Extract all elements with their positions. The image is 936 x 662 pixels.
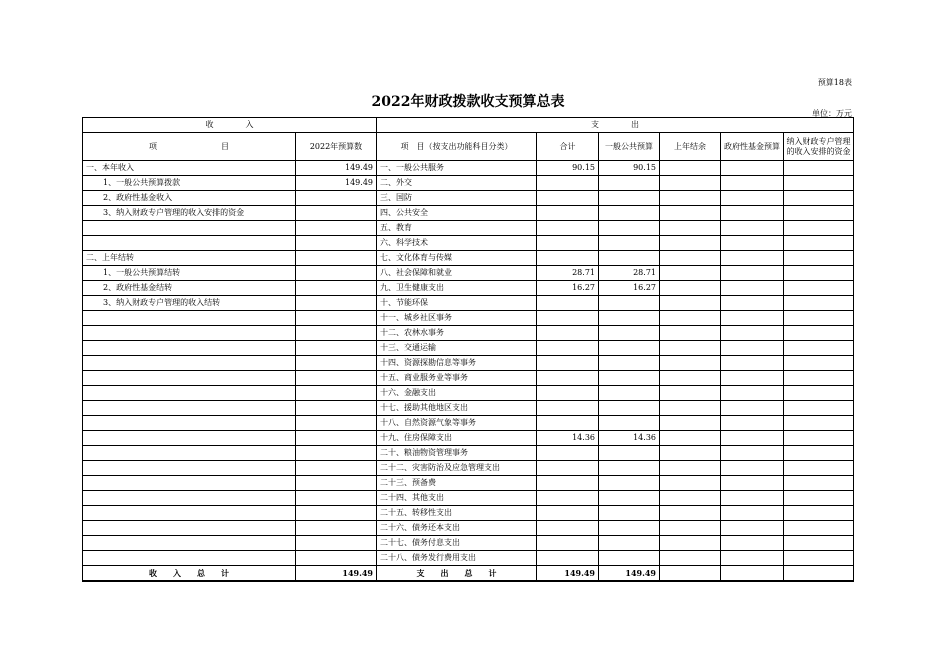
special-fund-cell <box>784 296 854 311</box>
income-item-cell <box>83 431 296 446</box>
special-fund-cell <box>784 431 854 446</box>
special-fund-cell <box>784 371 854 386</box>
expense-total-cell <box>537 506 599 521</box>
income-amount-cell <box>296 446 377 461</box>
income-item-cell <box>83 461 296 476</box>
carryover-cell <box>660 386 721 401</box>
special-fund-cell <box>784 446 854 461</box>
special-fund-cell <box>784 176 854 191</box>
expense-item-cell: 十、节能环保 <box>377 296 537 311</box>
income-amount-cell <box>296 551 377 566</box>
gov-fund-cell <box>721 386 784 401</box>
expense-item-cell: 六、科学技术 <box>377 236 537 251</box>
table-row <box>83 341 854 356</box>
special-fund-cell <box>784 506 854 521</box>
expense-general-cell <box>599 506 660 521</box>
income-budget-header: 2022年预算数 <box>296 133 377 161</box>
expense-total-cell <box>537 491 599 506</box>
expense-total-cell <box>537 311 599 326</box>
expense-general-cell <box>599 341 660 356</box>
table-row <box>83 461 854 476</box>
expense-general-total: 149.49 <box>599 566 660 582</box>
expense-general-cell <box>599 476 660 491</box>
gov-fund-cell <box>721 401 784 416</box>
expense-total-cell <box>537 326 599 341</box>
carryover-cell <box>660 161 721 176</box>
expense-total-label: 支 出 总 计 <box>377 566 537 582</box>
special-fund-cell <box>784 311 854 326</box>
table-row <box>83 416 854 431</box>
gov-fund-cell <box>721 371 784 386</box>
expense-item-header: 项 目（按支出功能科目分类） <box>377 133 537 161</box>
special-fund-cell <box>784 476 854 491</box>
income-amount-cell <box>296 521 377 536</box>
expense-general-cell: 16.27 <box>599 281 660 296</box>
expense-item-cell: 二十、粮油物资管理事务 <box>377 446 537 461</box>
unit-label: 单位：万元 <box>812 109 852 118</box>
expense-item-cell: 二十四、其他支出 <box>377 491 537 506</box>
income-total-amount: 149.49 <box>296 566 377 582</box>
carryover-cell <box>660 476 721 491</box>
gov-fund-cell <box>721 476 784 491</box>
special-fund-header: 纳入财政专户管理的收入安排的资金 <box>784 133 854 161</box>
special-fund-total <box>784 566 854 582</box>
income-amount-cell <box>296 491 377 506</box>
income-item-cell <box>83 416 296 431</box>
total-header: 合计 <box>537 133 599 161</box>
income-amount-cell <box>296 386 377 401</box>
gov-fund-cell <box>721 161 784 176</box>
expense-item-cell: 二、外交 <box>377 176 537 191</box>
carryover-cell <box>660 341 721 356</box>
expense-total-cell <box>537 461 599 476</box>
income-amount-cell <box>296 251 377 266</box>
table-row <box>83 431 854 446</box>
expense-item-cell: 九、卫生健康支出 <box>377 281 537 296</box>
table-body <box>83 161 854 566</box>
expense-item-cell: 二十七、债务付息支出 <box>377 536 537 551</box>
income-item-cell <box>83 221 296 236</box>
expense-general-cell <box>599 401 660 416</box>
expense-item-cell: 十五、商业服务业等事务 <box>377 371 537 386</box>
income-item-cell <box>83 401 296 416</box>
expense-general-cell <box>599 461 660 476</box>
gov-fund-cell <box>721 461 784 476</box>
expense-item-cell: 三、国防 <box>377 191 537 206</box>
table-row <box>83 251 854 266</box>
expense-total-cell <box>537 521 599 536</box>
table-row <box>83 266 854 281</box>
gov-fund-cell <box>721 191 784 206</box>
expense-group-header: 支 出 <box>377 118 854 133</box>
carryover-cell <box>660 416 721 431</box>
expense-total-cell: 90.15 <box>537 161 599 176</box>
gov-fund-cell <box>721 341 784 356</box>
income-amount-cell <box>296 461 377 476</box>
income-item-cell: 3、纳入财政专户管理的收入安排的资金 <box>83 206 296 221</box>
special-fund-cell <box>784 206 854 221</box>
special-fund-cell <box>784 221 854 236</box>
table-row <box>83 311 854 326</box>
carryover-cell <box>660 446 721 461</box>
income-item-cell <box>83 326 296 341</box>
table-row <box>83 296 854 311</box>
expense-item-cell: 十一、城乡社区事务 <box>377 311 537 326</box>
special-fund-cell <box>784 401 854 416</box>
table-row <box>83 281 854 296</box>
carryover-cell <box>660 281 721 296</box>
income-item-cell <box>83 476 296 491</box>
income-amount-cell <box>296 476 377 491</box>
gov-fund-cell <box>721 296 784 311</box>
special-fund-cell <box>784 521 854 536</box>
carryover-total <box>660 566 721 582</box>
expense-total-cell <box>537 416 599 431</box>
expense-general-cell <box>599 206 660 221</box>
carryover-cell <box>660 236 721 251</box>
gov-fund-cell <box>721 506 784 521</box>
gov-fund-cell <box>721 551 784 566</box>
table-row <box>83 491 854 506</box>
special-fund-cell <box>784 356 854 371</box>
gov-fund-cell <box>721 431 784 446</box>
income-amount-cell <box>296 311 377 326</box>
expense-total-cell <box>537 371 599 386</box>
table-row <box>83 161 854 176</box>
income-total-label: 收 入 总 计 <box>83 566 296 582</box>
special-fund-cell <box>784 416 854 431</box>
special-fund-cell <box>784 551 854 566</box>
gov-fund-cell <box>721 281 784 296</box>
gov-fund-cell <box>721 356 784 371</box>
income-item-cell: 一、本年收入 <box>83 161 296 176</box>
table-row <box>83 176 854 191</box>
expense-total-cell <box>537 551 599 566</box>
carryover-cell <box>660 356 721 371</box>
income-group-header: 收 入 <box>83 118 377 133</box>
expense-total-cell <box>537 536 599 551</box>
expense-total-cell <box>537 476 599 491</box>
table-row <box>83 236 854 251</box>
expense-general-cell: 90.15 <box>599 161 660 176</box>
carryover-cell <box>660 401 721 416</box>
income-item-cell <box>83 311 296 326</box>
gov-fund-cell <box>721 311 784 326</box>
expense-total-cell <box>537 341 599 356</box>
carryover-cell <box>660 266 721 281</box>
carryover-cell <box>660 326 721 341</box>
table-row <box>83 476 854 491</box>
income-item-cell <box>83 506 296 521</box>
income-item-cell: 二、上年结转 <box>83 251 296 266</box>
income-item-cell <box>83 446 296 461</box>
expense-general-cell <box>599 176 660 191</box>
expense-general-cell <box>599 236 660 251</box>
expense-general-cell <box>599 551 660 566</box>
expense-total-cell <box>537 191 599 206</box>
carryover-cell <box>660 536 721 551</box>
table-row <box>83 386 854 401</box>
income-amount-cell <box>296 506 377 521</box>
special-fund-cell <box>784 386 854 401</box>
income-amount-cell <box>296 536 377 551</box>
expense-general-cell <box>599 386 660 401</box>
carryover-cell <box>660 491 721 506</box>
budget-table <box>82 117 854 582</box>
carryover-cell <box>660 521 721 536</box>
carryover-cell <box>660 431 721 446</box>
form-number: 预算18表 <box>817 78 852 87</box>
expense-general-cell <box>599 371 660 386</box>
expense-total-cell <box>537 401 599 416</box>
special-fund-cell <box>784 461 854 476</box>
table-row <box>83 356 854 371</box>
gov-fund-total <box>721 566 784 582</box>
expense-general-cell <box>599 521 660 536</box>
table-row <box>83 521 854 536</box>
expense-total-cell <box>537 251 599 266</box>
expense-item-cell: 十七、援助其他地区支出 <box>377 401 537 416</box>
income-item-cell <box>83 536 296 551</box>
expense-total-cell <box>537 221 599 236</box>
income-item-cell: 3、纳入财政专户管理的收入结转 <box>83 296 296 311</box>
gov-fund-cell <box>721 446 784 461</box>
expense-total-cell: 14.36 <box>537 431 599 446</box>
table-row <box>83 191 854 206</box>
gov-fund-cell <box>721 536 784 551</box>
gov-fund-cell <box>721 491 784 506</box>
expense-general-cell <box>599 251 660 266</box>
expense-item-cell: 十三、交通运输 <box>377 341 537 356</box>
carryover-cell <box>660 296 721 311</box>
special-fund-cell <box>784 266 854 281</box>
expense-general-cell <box>599 356 660 371</box>
gov-fund-cell <box>721 326 784 341</box>
gov-fund-cell <box>721 236 784 251</box>
expense-item-cell: 五、教育 <box>377 221 537 236</box>
expense-item-cell: 七、文化体育与传媒 <box>377 251 537 266</box>
gov-fund-cell <box>721 251 784 266</box>
table-row <box>83 326 854 341</box>
gov-fund-cell <box>721 416 784 431</box>
income-amount-cell <box>296 266 377 281</box>
carryover-cell <box>660 311 721 326</box>
income-amount-cell <box>296 296 377 311</box>
carryover-cell <box>660 506 721 521</box>
income-amount-cell <box>296 416 377 431</box>
carryover-header: 上年结余 <box>660 133 721 161</box>
expense-item-cell: 一、一般公共服务 <box>377 161 537 176</box>
expense-item-cell: 二十二、灾害防治及应急管理支出 <box>377 461 537 476</box>
carryover-cell <box>660 176 721 191</box>
income-item-cell <box>83 356 296 371</box>
special-fund-cell <box>784 236 854 251</box>
income-item-cell <box>83 236 296 251</box>
gov-fund-cell <box>721 176 784 191</box>
table-row <box>83 506 854 521</box>
expense-total-amount: 149.49 <box>537 566 599 582</box>
expense-general-cell <box>599 416 660 431</box>
income-item-cell <box>83 551 296 566</box>
income-item-cell: 2、政府性基金结转 <box>83 281 296 296</box>
gov-fund-cell <box>721 521 784 536</box>
expense-total-cell <box>537 296 599 311</box>
special-fund-cell <box>784 536 854 551</box>
general-budget-header: 一般公共预算 <box>599 133 660 161</box>
expense-item-cell: 四、公共安全 <box>377 206 537 221</box>
table-row <box>83 446 854 461</box>
expense-total-cell: 16.27 <box>537 281 599 296</box>
expense-general-cell <box>599 446 660 461</box>
page-title: 2022年财政拨款收支预算总表 <box>371 94 565 110</box>
income-amount-cell <box>296 236 377 251</box>
carryover-cell <box>660 551 721 566</box>
income-amount-cell <box>296 191 377 206</box>
expense-general-cell <box>599 311 660 326</box>
expense-total-cell: 28.71 <box>537 266 599 281</box>
expense-item-cell: 十四、资源探勘信息等事务 <box>377 356 537 371</box>
income-amount-cell <box>296 341 377 356</box>
special-fund-cell <box>784 281 854 296</box>
carryover-cell <box>660 251 721 266</box>
expense-item-cell: 十八、自然资源气象等事务 <box>377 416 537 431</box>
expense-general-cell <box>599 221 660 236</box>
income-item-cell <box>83 341 296 356</box>
special-fund-cell <box>784 251 854 266</box>
gov-fund-cell <box>721 206 784 221</box>
expense-item-cell: 十二、农林水事务 <box>377 326 537 341</box>
carryover-cell <box>660 461 721 476</box>
income-item-cell <box>83 371 296 386</box>
carryover-cell <box>660 221 721 236</box>
expense-general-cell: 14.36 <box>599 431 660 446</box>
income-amount-cell <box>296 371 377 386</box>
income-amount-cell <box>296 326 377 341</box>
gov-fund-header: 政府性基金预算 <box>721 133 784 161</box>
income-item-cell: 1、一般公共预算拨款 <box>83 176 296 191</box>
income-amount-cell <box>296 356 377 371</box>
special-fund-cell <box>784 191 854 206</box>
expense-general-cell <box>599 326 660 341</box>
income-amount-cell <box>296 281 377 296</box>
expense-general-cell <box>599 191 660 206</box>
expense-total-cell <box>537 176 599 191</box>
income-amount-cell: 149.49 <box>296 161 377 176</box>
income-item-cell: 2、政府性基金收入 <box>83 191 296 206</box>
income-item-cell <box>83 386 296 401</box>
expense-total-cell <box>537 446 599 461</box>
income-item-header: 项 目 <box>83 133 296 161</box>
expense-total-cell <box>537 386 599 401</box>
income-item-cell: 1、一般公共预算结转 <box>83 266 296 281</box>
table-row <box>83 401 854 416</box>
special-fund-cell <box>784 341 854 356</box>
gov-fund-cell <box>721 266 784 281</box>
table-row <box>83 551 854 566</box>
expense-total-cell <box>537 206 599 221</box>
income-amount-cell <box>296 431 377 446</box>
expense-item-cell: 二十八、债务发行费用支出 <box>377 551 537 566</box>
income-amount-cell <box>296 221 377 236</box>
special-fund-cell <box>784 326 854 341</box>
expense-total-cell <box>537 356 599 371</box>
expense-general-cell: 28.71 <box>599 266 660 281</box>
expense-item-cell: 二十六、债务还本支出 <box>377 521 537 536</box>
carryover-cell <box>660 206 721 221</box>
table-row <box>83 371 854 386</box>
expense-item-cell: 十六、金融支出 <box>377 386 537 401</box>
expense-item-cell: 二十三、预备费 <box>377 476 537 491</box>
income-amount-cell <box>296 206 377 221</box>
income-amount-cell: 149.49 <box>296 176 377 191</box>
expense-general-cell <box>599 536 660 551</box>
expense-item-cell: 十九、住房保障支出 <box>377 431 537 446</box>
income-item-cell <box>83 491 296 506</box>
carryover-cell <box>660 191 721 206</box>
expense-general-cell <box>599 491 660 506</box>
carryover-cell <box>660 371 721 386</box>
table-row <box>83 536 854 551</box>
special-fund-cell <box>784 161 854 176</box>
income-item-cell <box>83 521 296 536</box>
expense-item-cell: 二十五、转移性支出 <box>377 506 537 521</box>
expense-total-cell <box>537 236 599 251</box>
table-row <box>83 221 854 236</box>
expense-item-cell: 八、社会保障和就业 <box>377 266 537 281</box>
income-amount-cell <box>296 401 377 416</box>
gov-fund-cell <box>721 221 784 236</box>
expense-general-cell <box>599 296 660 311</box>
table-row <box>83 206 854 221</box>
special-fund-cell <box>784 491 854 506</box>
